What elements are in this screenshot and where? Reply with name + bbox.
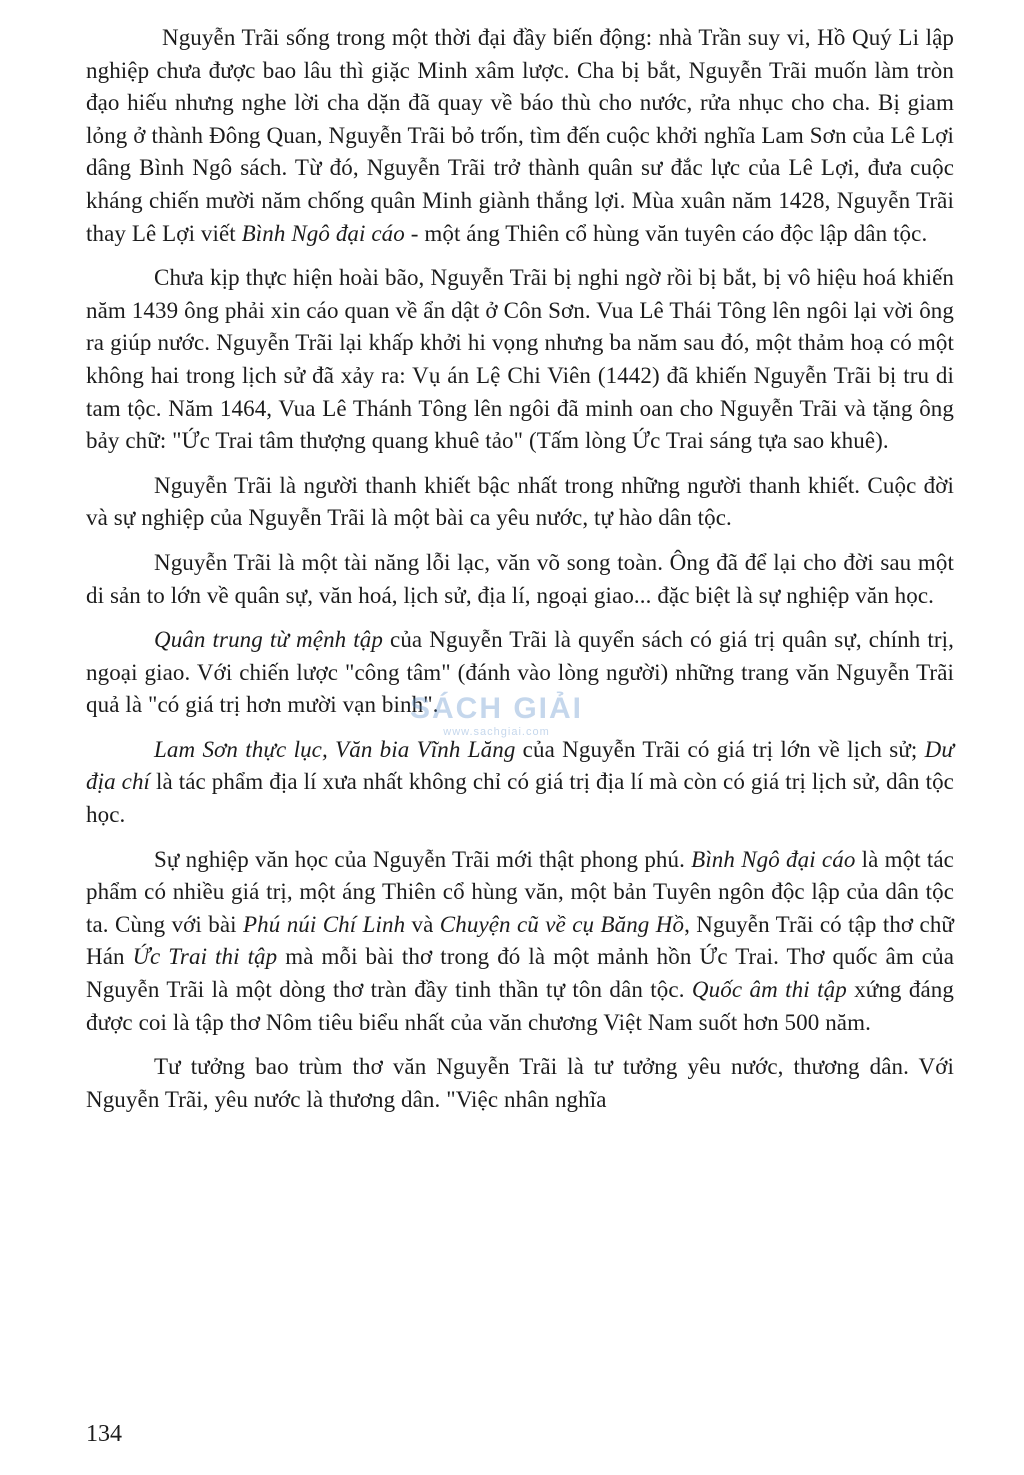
paragraph <box>86 734 954 832</box>
text-segment: mà mỗi bài thơ trong đó là một mảnh hồn Ức Trai. Thơ quốc âm của Nguyễn Trãi là một dòng thơ tràn đầy tinh thần tự tôn dân tộc. <box>86 944 955 1003</box>
paragraph <box>86 22 954 250</box>
italic-title: Dư địa chí <box>86 736 954 795</box>
italic-title: Chuyện cũ về cụ Băng Hồ <box>439 911 685 937</box>
text-segment: Nguyễn Trãi sống trong một thời đại đầy biến động: nhà Trần suy vi, Hồ Quý Li lập nghiệp chưa được bao lâu thì giặc Minh xâm lược. Cha bị bắt, Nguyễn Trãi muốn làm tròn đạo hiếu nhưng nghe lời cha dặn đã quay về báo thù cho nước, rửa nhục cho cha. Bị giam lỏng ở thành Đông Quan, Nguyễn Trãi bỏ trốn, tìm đến cuộc khởi nghĩa Lam Sơn của Lê Lợi dâng Bình Ngô sách. Từ đó, Nguyễn Trãi trở thành quân sư đắc lực của Lê Lợi, đưa cuộc kháng chiến mười năm chống quân Minh giành thắng lợi. Mùa xuân năm 1428, Nguyễn Trãi thay Lê Lợi viết <box>86 25 954 246</box>
italic-title: Phú núi Chí Linh <box>243 911 406 937</box>
text-segment: xứng đáng được coi là tập thơ Nôm tiêu biểu nhất của văn chương Việt Nam suốt hơn 500 năm. <box>86 977 955 1035</box>
text-segment: của Nguyễn Trãi có giá trị lớn về lịch sử; <box>515 736 925 762</box>
paragraph <box>86 1051 954 1116</box>
paragraph <box>86 844 954 1040</box>
watermark-logo <box>410 692 583 738</box>
text-segment: Chưa kịp thực hiện hoài bão, Nguyễn Trãi bị nghi ngờ rồi bị bắt, bị vô hiệu hoá khiến năm 1439 ông phải xin cáo quan về ẩn dật ở Côn Sơn. Vua Lê Thái Tông lên ngôi lại vời ông ra giúp nước. Nguyễn Trãi lại khấp khởi hi vọng nhưng ba năm sau đó, một thảm hoạ có một không hai trong lịch sử đã xảy ra: Vụ án Lệ Chi Viên (1442) đã khiến Nguyễn Trãi bị tru di tam tộc. Năm 1464, Vua Lê Thánh Tông lên ngôi đã minh oan cho Nguyễn Trãi và tặng ông bảy chữ: "Ức Trai tâm thượng quang khuê tảo" (Tấm lòng Ức Trai sáng tựa sao khuê). <box>86 265 954 454</box>
text-segment: là tác phẩm địa lí xưa nhất không chỉ có giá trị địa lí mà còn có giá trị lịch sử, dân tộc học. <box>86 769 954 828</box>
text-segment: là một tác phẩm có nhiều giá trị, một áng Thiên cổ hùng văn, một bản Tuyên ngôn độc lập của dân tộc ta. Cùng với bài <box>86 846 954 937</box>
italic-title: Quân trung từ mệnh tập <box>154 627 383 653</box>
page-number: 134 <box>86 1421 122 1447</box>
text-segment: Nguyễn Trãi là một tài năng lỗi lạc, văn võ song toàn. Ông đã để lại cho đời sau một di sản to lớn về quân sự, văn hoá, lịch sử, địa lí, ngoại giao... đặc biệt là sự nghiệp văn học. <box>86 549 954 608</box>
text-segment: , Nguyễn Trãi có tập thơ chữ Hán <box>86 911 954 970</box>
italic-title: Bình Ngô đại cáo <box>691 846 856 872</box>
watermark-text: SÁCH GIẢI <box>410 692 584 725</box>
italic-title: Bình Ngô đại cáo <box>241 220 405 246</box>
text-segment: - một áng Thiên cổ hùng văn tuyên cáo độc lập dân tộc. <box>404 220 928 246</box>
text-segment: của Nguyễn Trãi là quyển sách có giá trị quân sự, chính trị, ngoại giao. Với chiến lược "công tâm" (đánh vào lòng người) những trang văn Nguyễn Trãi quả là "có giá trị hơn mười vạn binh". <box>86 627 954 718</box>
italic-title: Lam Sơn thực lục, Văn bia Vĩnh Lăng <box>154 736 516 762</box>
paragraph <box>86 547 954 612</box>
paragraph <box>86 470 954 535</box>
document-body <box>86 22 954 1128</box>
text-segment: và <box>405 911 440 937</box>
italic-title: Ức Trai thi tập <box>132 944 278 970</box>
italic-title: Quốc âm thi tập <box>691 977 847 1003</box>
watermark-url: www.sachgiai.com <box>443 726 550 738</box>
text-segment: Tư tưởng bao trùm thơ văn Nguyễn Trãi là tư tưởng yêu nước, thương dân. Với Nguyễn Trãi, yêu nước là thương dân. "Việc nhân nghĩa <box>86 1054 954 1112</box>
paragraph <box>86 262 954 458</box>
text-segment: Sự nghiệp văn học của Nguyễn Trãi mới thật phong phú. <box>154 846 692 872</box>
text-segment: Nguyễn Trãi là người thanh khiết bậc nhất trong những người thanh khiết. Cuộc đời và sự nghiệp của Nguyễn Trãi là một bài ca yêu nước, tự hào dân tộc. <box>86 472 954 531</box>
